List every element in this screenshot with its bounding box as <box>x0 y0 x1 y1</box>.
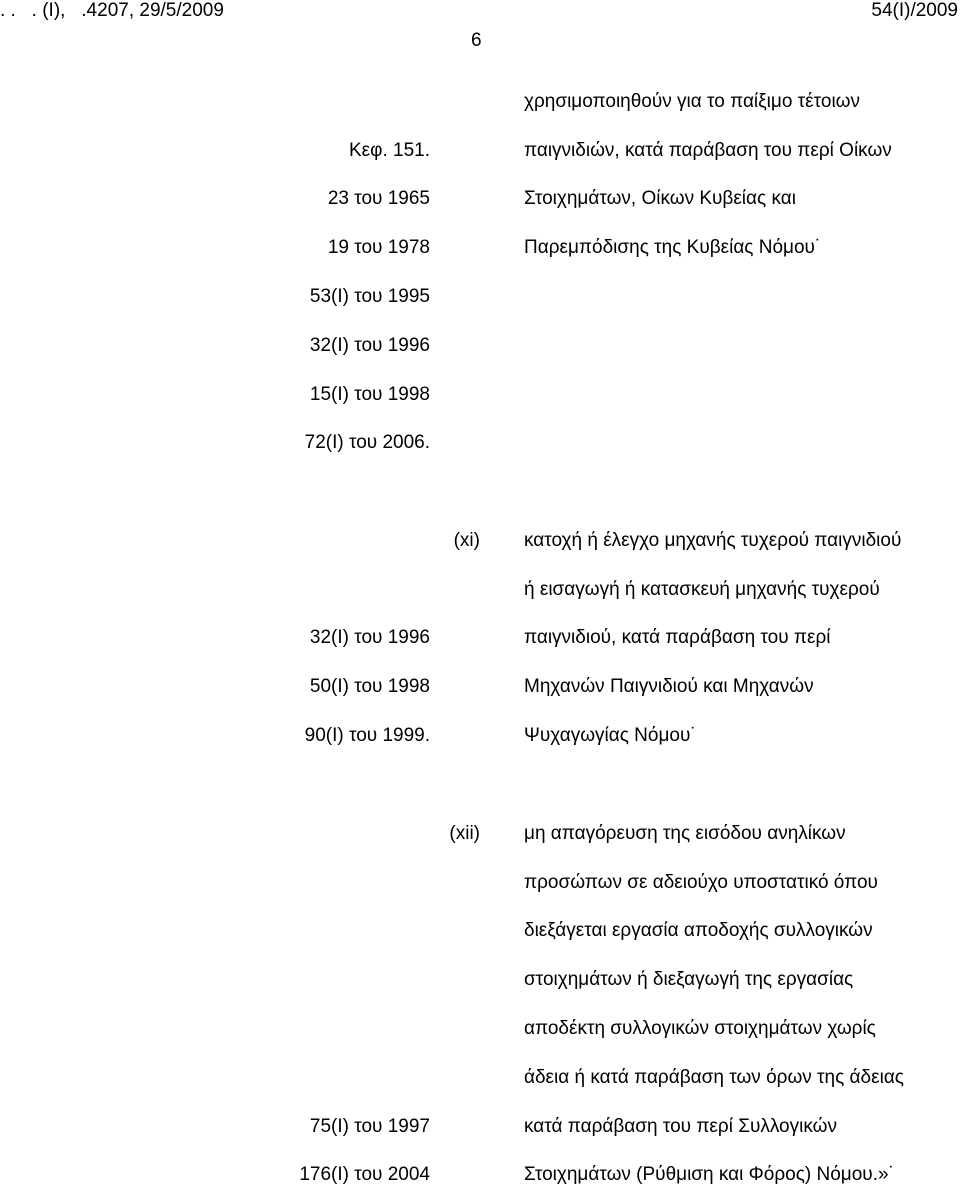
item-number-xi: (xi) <box>453 530 480 551</box>
body-line: Στοιχημάτων (Ρύθμιση και Φόρος) Νόμου.»˙ <box>524 1164 895 1185</box>
law-number: 54(I)/2009 <box>871 0 958 21</box>
body-line: αποδέκτη συλλογικών στοιχημάτων χωρίς <box>524 1018 876 1039</box>
body-line: Ψυχαγωγίας Νόμου˙ <box>524 725 697 746</box>
margin-ref: 90(I) του 1999. <box>304 725 430 746</box>
body-line: χρησιμοποιηθούν για το παίξιμο τέτοιων <box>524 91 861 112</box>
body-line: στοιχημάτων ή διεξαγωγή της εργασίας <box>524 969 854 990</box>
body-line: παιγνιδιών, κατά παράβαση του περί Οίκων <box>524 140 892 161</box>
margin-ref: 72(I) του 2006. <box>304 432 430 453</box>
body-line: μη απαγόρευση της εισόδου ανηλίκων <box>524 823 846 844</box>
margin-ref: 23 του 1965 <box>327 188 430 209</box>
margin-ref: 53(I) του 1995 <box>309 286 430 307</box>
body-line: Παρεμπόδισης της Κυβείας Νόμου˙ <box>524 237 822 258</box>
body-line: κατά παράβαση του περί Συλλογικών <box>524 1116 837 1137</box>
gazette-reference: . . . (I), .4207, 29/5/2009 <box>0 0 224 21</box>
margin-ref: 32(I) του 1996 <box>309 335 430 356</box>
body-line: Μηχανών Παιγνιδιού και Μηχανών <box>524 676 814 697</box>
body-line: ή εισαγωγή ή κατασκευή μηχανής τυχερού <box>524 579 880 600</box>
margin-ref: Κεφ. 151. <box>348 140 430 161</box>
body-line: προσώπων σε αδειούχο υποστατικό όπου <box>524 872 878 893</box>
margin-ref: 75(I) του 1997 <box>309 1116 430 1137</box>
body-line: διεξάγεται εργασία αποδοχής συλλογικών <box>524 920 873 941</box>
page-number: 6 <box>471 30 482 51</box>
margin-ref: 32(I) του 1996 <box>309 627 430 648</box>
margin-ref: 50(I) του 1998 <box>309 676 430 697</box>
body-line: άδεια ή κατά παράβαση των όρων της άδειας <box>524 1067 904 1088</box>
body-line: κατοχή ή έλεγχο μηχανής τυχερού παιγνιδιού <box>524 530 902 551</box>
margin-ref: 15(I) του 1998 <box>309 384 430 405</box>
body-line: παιγνιδιού, κατά παράβαση του περί <box>524 627 831 648</box>
margin-ref: 176(I) του 2004 <box>299 1164 430 1185</box>
body-line: Στοιχημάτων, Οίκων Κυβείας και <box>524 188 796 209</box>
margin-ref: 19 του 1978 <box>327 237 430 258</box>
item-number-xii: (xii) <box>449 823 480 844</box>
